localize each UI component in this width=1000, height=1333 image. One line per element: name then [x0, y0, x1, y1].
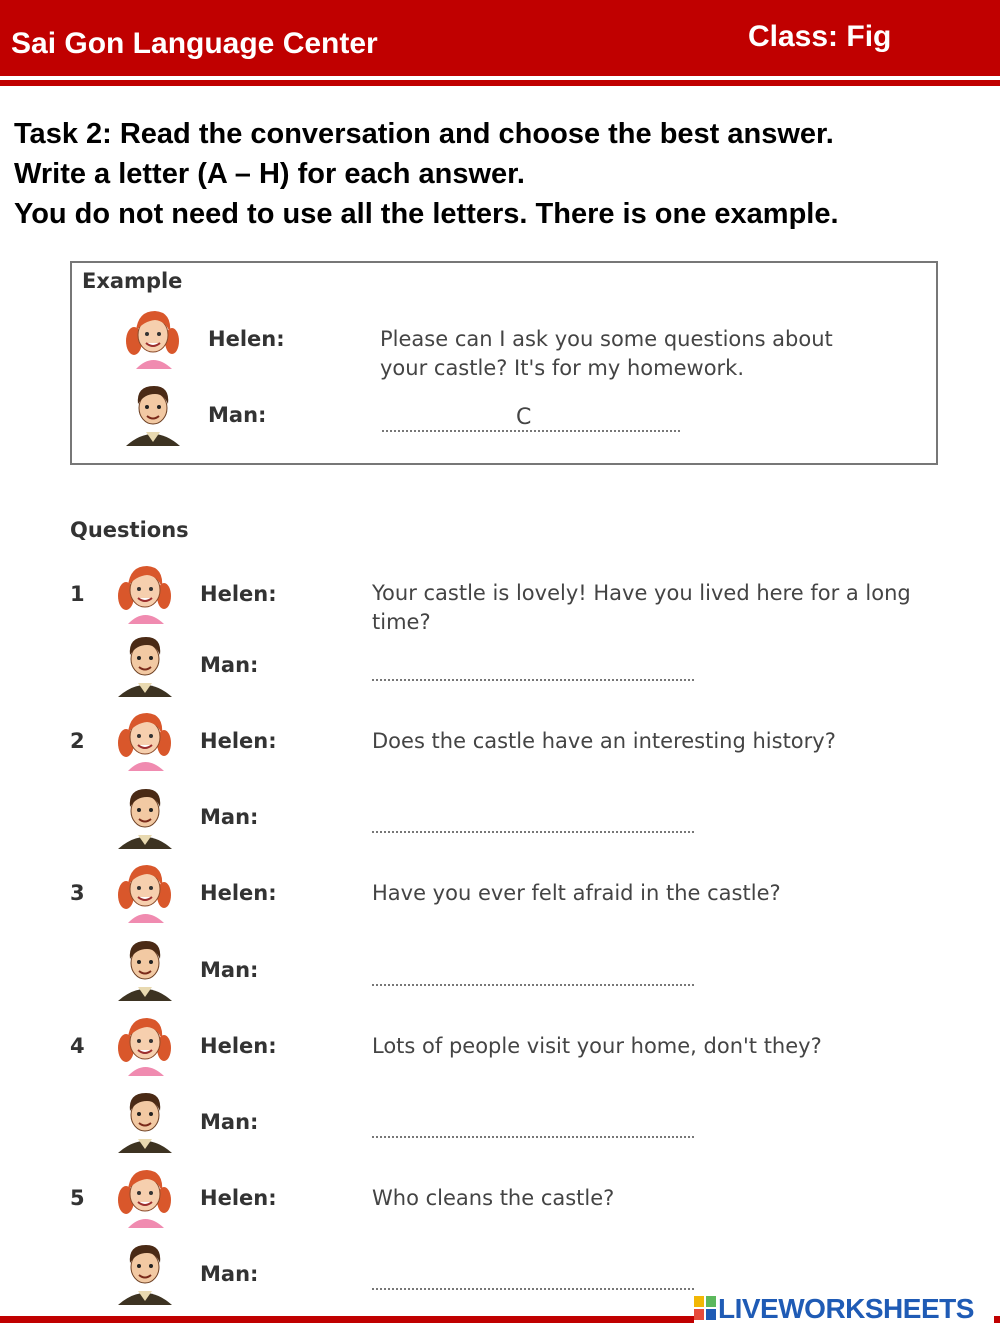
example-helen-line: Please can I ask you some questions about your castle? It's for my homework. — [380, 327, 833, 380]
answer-input-1[interactable] — [372, 659, 694, 681]
man-avatar-icon — [114, 935, 176, 1001]
question-number: 2 — [70, 729, 85, 753]
helen-line: Who cleans the castle? — [372, 1186, 615, 1210]
liveworksheets-logo — [694, 1293, 994, 1327]
answer-input-2[interactable] — [372, 811, 694, 833]
man-avatar-icon — [114, 783, 176, 849]
liveworksheets-logo-icon — [694, 1296, 716, 1320]
helen-avatar-icon — [114, 1162, 176, 1228]
man-avatar-icon — [114, 1087, 176, 1153]
question-number: 4 — [70, 1034, 85, 1058]
helen-avatar-icon — [114, 1010, 176, 1076]
man-label: Man: — [200, 805, 259, 829]
man-avatar-icon — [122, 380, 184, 446]
question-number: 1 — [70, 582, 85, 606]
worksheet-image — [60, 245, 950, 1305]
man-avatar-icon — [114, 631, 176, 697]
answer-input-3[interactable] — [372, 964, 694, 986]
example-helen-label: Helen: — [208, 327, 285, 351]
helen-label: Helen: — [200, 729, 277, 753]
answer-input-5[interactable] — [372, 1268, 694, 1290]
task-line-3: You do not need to use all the letters. There is one example. — [14, 198, 839, 230]
task-instructions — [14, 114, 839, 234]
helen-label: Helen: — [200, 1186, 277, 1210]
class-label: Class: Fig — [748, 20, 892, 53]
example-answer: C — [516, 405, 532, 430]
helen-avatar-icon — [122, 303, 184, 369]
helen-avatar-icon — [114, 857, 176, 923]
helen-label: Helen: — [200, 881, 277, 905]
man-label: Man: — [200, 1262, 259, 1286]
task-line-1: Task 2: Read the conversation and choose the best answer. — [14, 118, 834, 150]
man-label: Man: — [200, 958, 259, 982]
helen-line: Does the castle have an interesting history? — [372, 729, 836, 753]
helen-avatar-icon — [114, 558, 176, 624]
helen-label: Helen: — [200, 582, 277, 606]
answer-input-4[interactable] — [372, 1116, 694, 1138]
center-name: Sai Gon Language Center — [11, 27, 378, 60]
questions-title: Questions — [70, 518, 189, 542]
task-line-2: Write a letter (A – H) for each answer. — [14, 158, 525, 190]
liveworksheets-logo-text: LIVEWORKSHEETS — [718, 1293, 974, 1324]
example-man-label: Man: — [208, 403, 267, 427]
man-label: Man: — [200, 653, 259, 677]
example-title: Example — [82, 269, 183, 293]
question-number: 5 — [70, 1186, 85, 1210]
header-rule — [0, 80, 1000, 86]
helen-label: Helen: — [200, 1034, 277, 1058]
helen-avatar-icon — [114, 705, 176, 771]
man-avatar-icon — [114, 1239, 176, 1305]
helen-line: Lots of people visit your home, don't they? — [372, 1034, 822, 1058]
man-label: Man: — [200, 1110, 259, 1134]
question-number: 3 — [70, 881, 85, 905]
helen-line: Have you ever felt afraid in the castle? — [372, 881, 781, 905]
helen-line: Your castle is lovely! Have you lived here for a long time? — [372, 581, 911, 634]
